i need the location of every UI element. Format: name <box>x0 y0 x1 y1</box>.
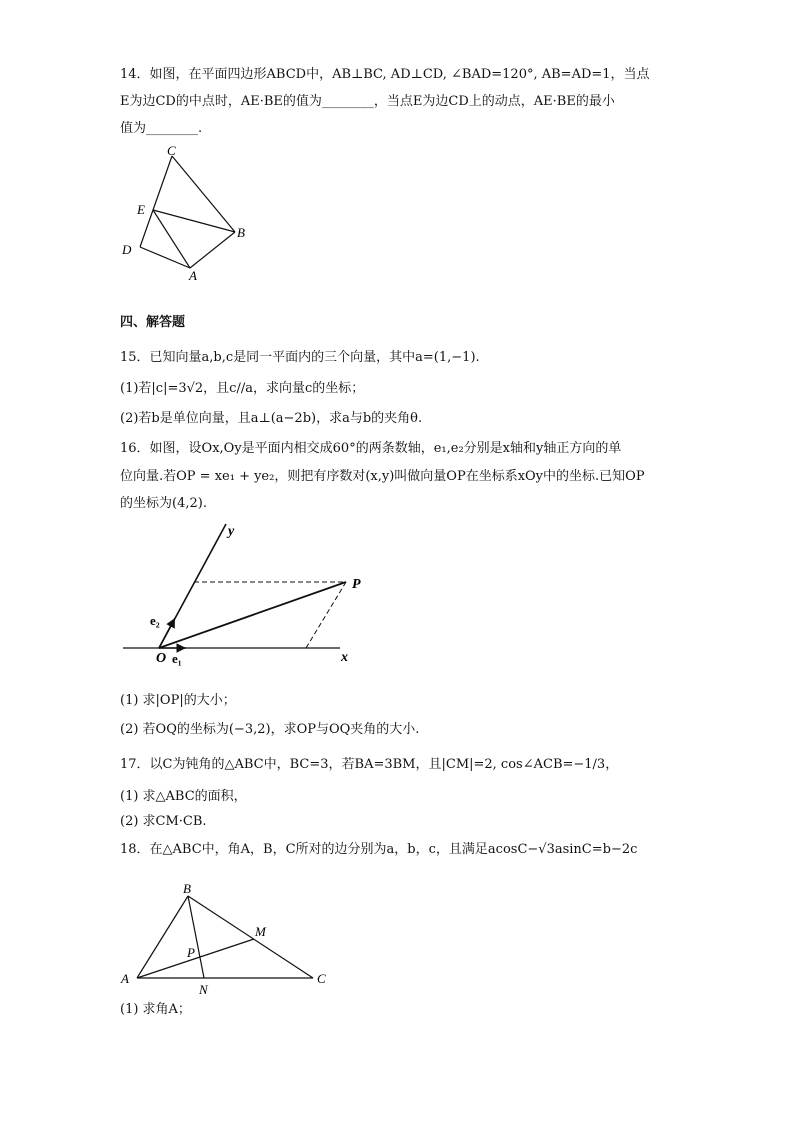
section-title: 四、解答题 <box>120 315 186 330</box>
q16-text-line3: 的坐标为(4,2). <box>120 496 207 511</box>
q17-sub1: (1) 求△ABC的面积， <box>120 789 247 804</box>
q18-label-B: B <box>183 881 191 896</box>
q18-triangle-figure <box>115 880 345 1000</box>
q16-text-line1: 16．如图，设Ox,Oy是平面内相交成60°的两条数轴，e₁,e₂分别是x轴和y轴正方向的单 <box>120 441 622 456</box>
q17-text-line1: 17．以C为钝角的△ABC中，BC=3，若BA=3BM，且|CM|=2, cos∠ACB=−1/3， <box>120 757 619 772</box>
q16-text-line2: 位向量.若OP = xe₁ + ye₂，则把有序数对(x,y)叫做向量OP在坐标系xOy中的坐标.已知OP <box>120 469 645 484</box>
q14-text-line1: 14．如图，在平面四边形ABCD中，AB⊥BC, AD⊥CD, ∠BAD=120°, AB=AD=1，当点 <box>120 67 650 82</box>
q18-label-P: P <box>187 945 195 960</box>
q14-label-B: B <box>237 225 245 240</box>
q14-label-C: C <box>167 143 176 158</box>
q18-label-C: C <box>317 971 326 986</box>
q14-text-line2: E为边CD的中点时，AE·BE的值为________，当点E为边CD上的动点，AE·BE的最小 <box>120 94 615 109</box>
q16-label-P: P <box>352 577 361 592</box>
q18-label-A: A <box>121 971 129 986</box>
q14-label-D: D <box>122 242 132 257</box>
q15-text-line1: 15．已知向量a,b,c是同一平面内的三个向量，其中a=(1,−1). <box>120 350 480 365</box>
q16-oblique-axes-figure <box>118 518 368 668</box>
q17-sub2: (2) 求CM·CB. <box>120 814 207 829</box>
q16-label-e1: e₁ <box>172 651 182 666</box>
q18-sub1: (1) 求角A； <box>120 1002 191 1017</box>
q16-sub1: (1) 求|OP|的大小； <box>120 693 236 708</box>
q18-text-line1: 18．在△ABC中，角A，B，C所对的边分别为a，b，c，且满足acosC−√3asinC=b−2c <box>120 842 638 857</box>
q14-text-line3: 值为________. <box>120 121 203 136</box>
q16-label-y: y <box>228 524 235 539</box>
q16-sub2: (2) 若OQ的坐标为(−3,2)，求OP与OQ夹角的大小. <box>120 722 420 737</box>
q18-label-N: N <box>199 982 208 997</box>
q15-text-line2: (1)若|c|=3√2，且c//a，求向量c的坐标； <box>120 381 365 396</box>
q14-quadrilateral-figure <box>110 138 270 283</box>
q16-label-x: x <box>341 650 348 665</box>
q16-label-O: O <box>156 651 167 666</box>
q18-label-M: M <box>255 924 266 939</box>
q16-label-e2: e₂ <box>150 613 160 628</box>
q14-label-E: E <box>137 202 145 217</box>
q14-label-A: A <box>189 268 197 283</box>
q15-text-line3: (2)若b是单位向量，且a⊥(a−2b)，求a与b的夹角θ. <box>120 411 423 426</box>
